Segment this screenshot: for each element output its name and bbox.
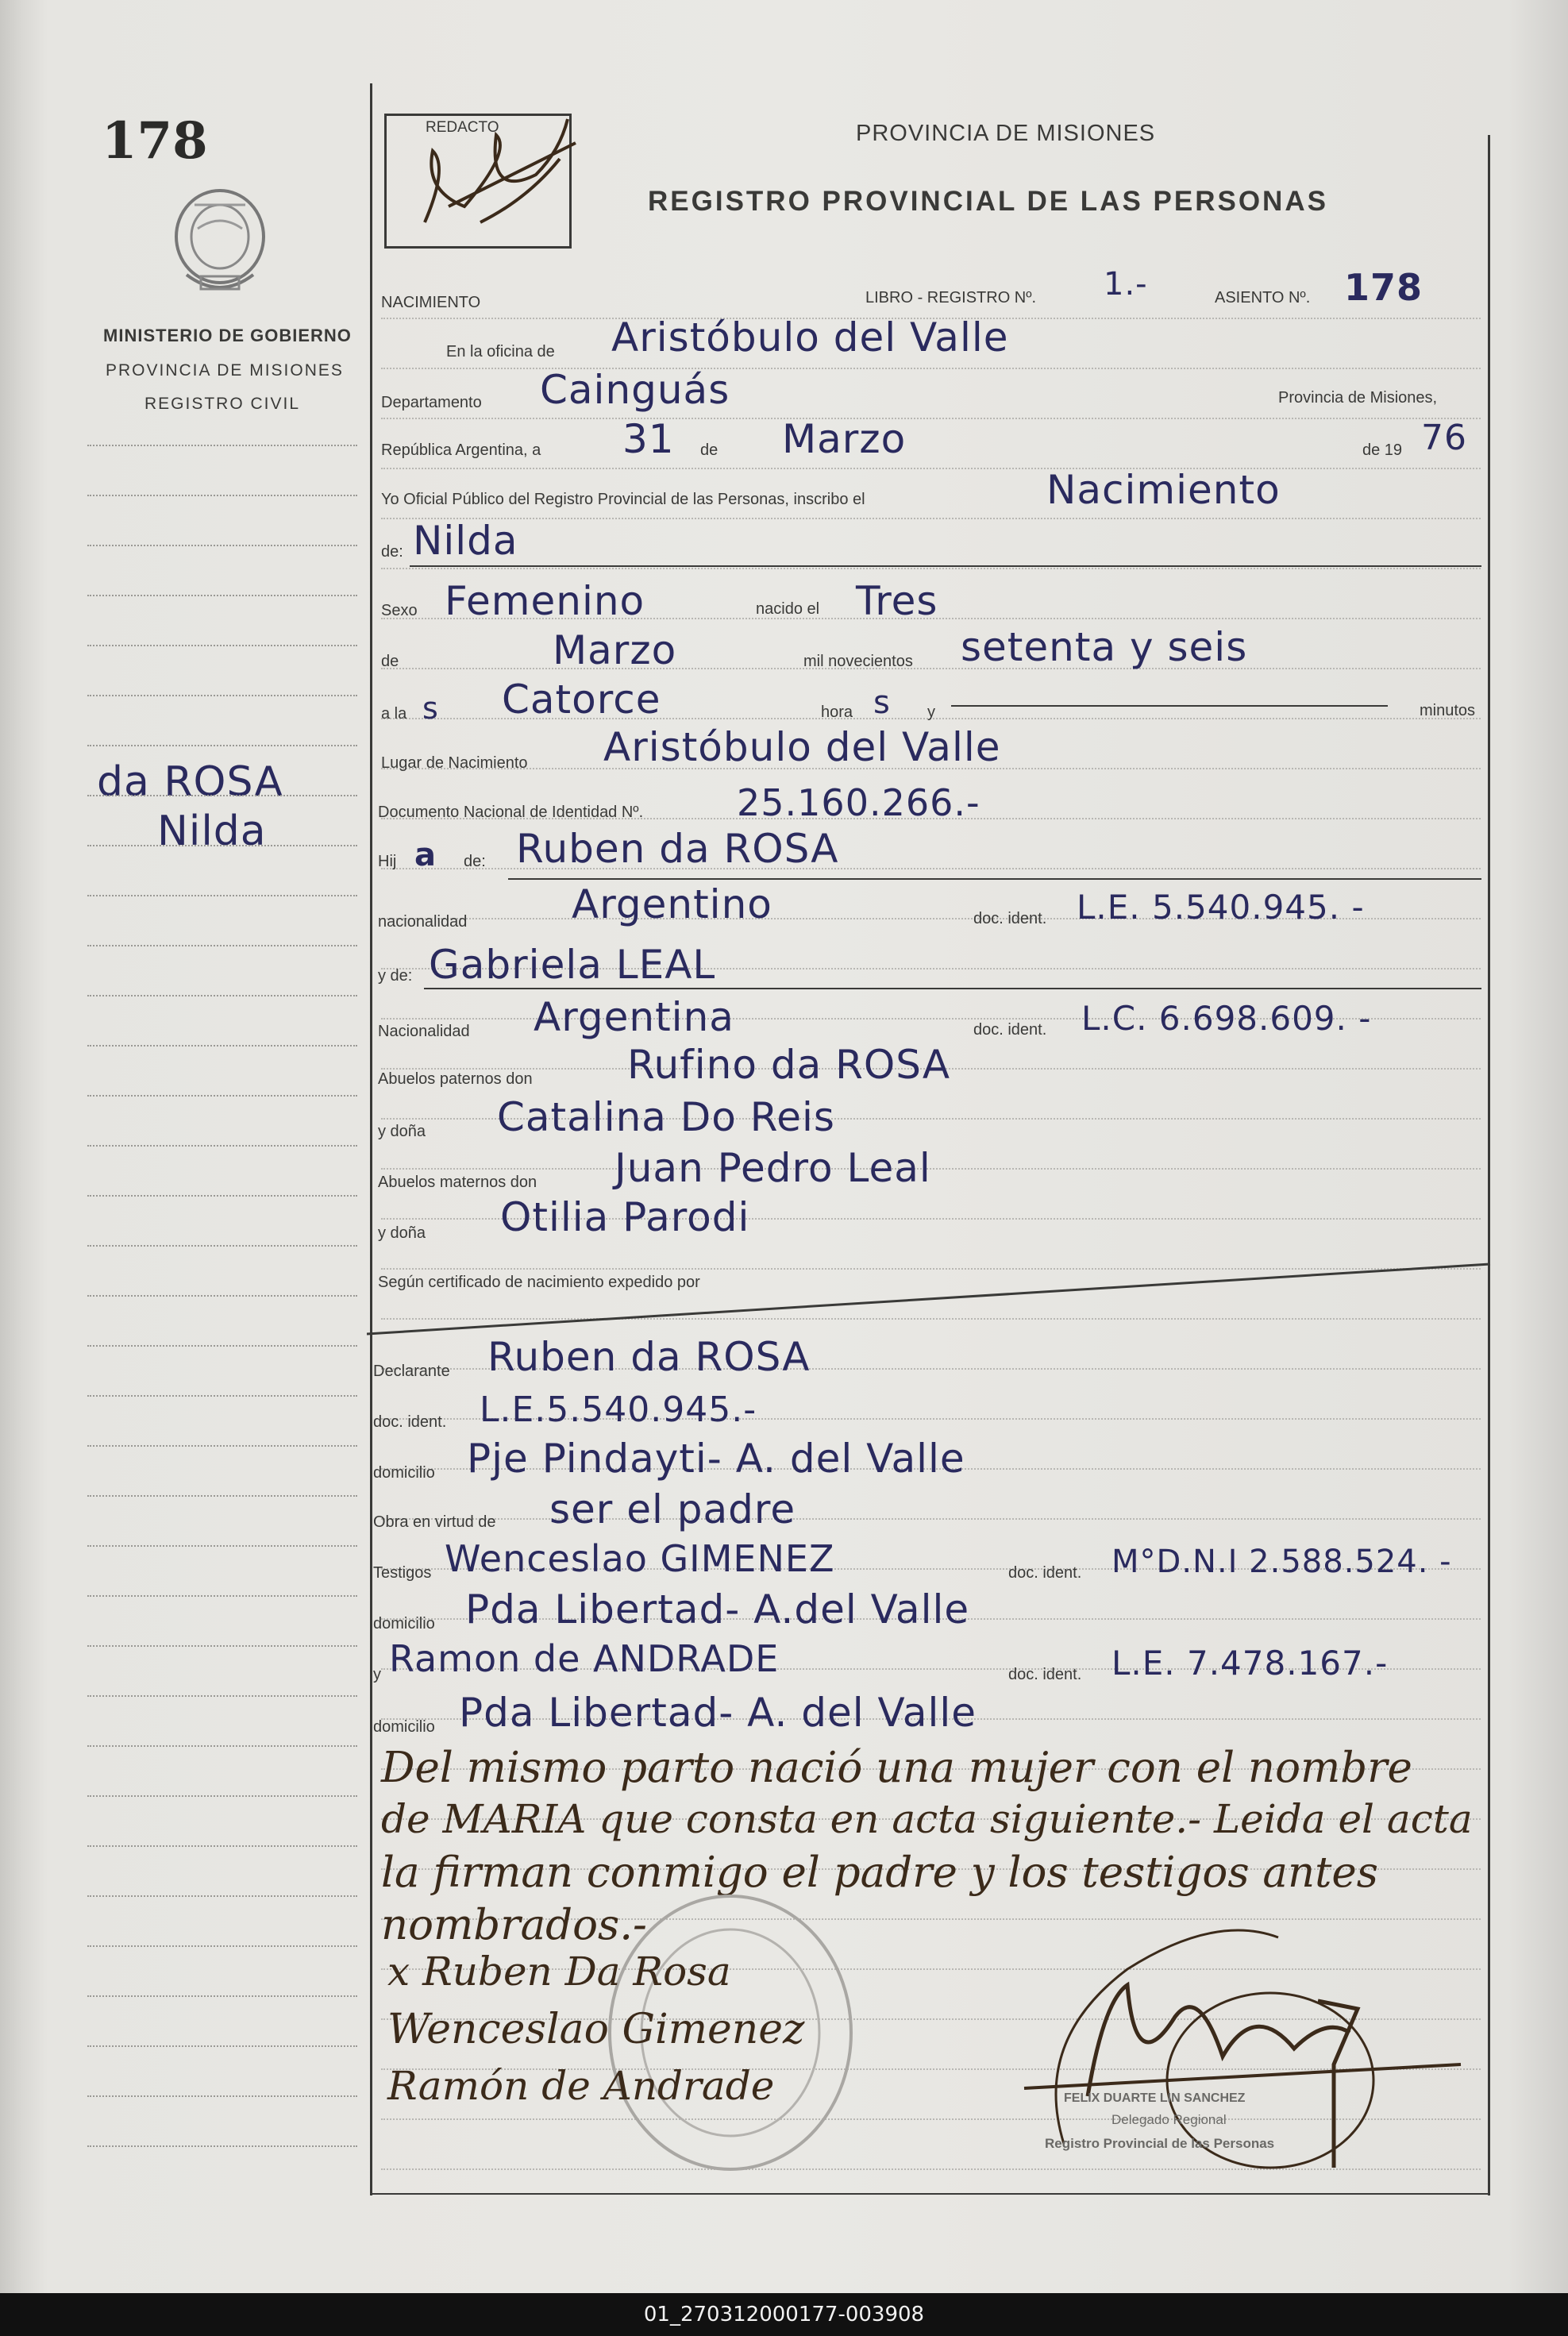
margin-ruled-line (87, 1695, 357, 1697)
record-type: NACIMIENTO (381, 294, 481, 311)
declarante-domicilio-label: domicilio (373, 1464, 435, 1482)
hora-y-label: y (927, 703, 935, 721)
hora-label: hora (821, 703, 853, 721)
anio-value: 76 (1421, 418, 1467, 458)
testigo2-domicilio-label: domicilio (373, 1718, 435, 1736)
signature-testigo2: Ramón de Andrade (387, 2063, 775, 2109)
note-line-2: de MARIA que consta en acta siguiente.- Leida el acta (381, 1796, 1473, 1842)
margin-ruled-line (87, 745, 357, 746)
asiento-value: 178 (1344, 266, 1424, 309)
abuelos-mat-label: Abuelos maternos don (378, 1174, 537, 1191)
testigos-label: Testigos (373, 1564, 432, 1582)
alas-label: a la (381, 705, 407, 723)
margin-ruled-line (87, 645, 357, 646)
testigo2-domicilio-value: Pda Libertad- A. del Valle (459, 1690, 977, 1736)
form-ruled-line (381, 568, 1481, 569)
form-ruled-line (381, 1518, 1481, 1520)
nac-padre-value: Argentino (572, 881, 772, 927)
declarante-doc-value: L.E.5.540.945.- (480, 1390, 757, 1430)
official-stamp-org: Registro Provincial de las Personas (1045, 2136, 1275, 2151)
oficina-value: Aristóbulo del Valle (611, 314, 1009, 360)
testigo2-doc-value: L.E. 7.478.167.- (1111, 1644, 1389, 1683)
margin-ruled-line (87, 1945, 357, 1947)
margin-ruled-line (87, 945, 357, 946)
margin-ruled-line (87, 1395, 357, 1397)
nac-madre-value: Argentina (534, 994, 734, 1040)
madre-rule (424, 988, 1481, 989)
abuela-mat-value: Otilia Parodi (500, 1194, 750, 1240)
provincia-label: Provincia de Misiones, (1278, 389, 1438, 407)
official-signature (1016, 1906, 1493, 2199)
margin-ruled-line (87, 695, 357, 696)
padre-rule (508, 878, 1481, 880)
province-label: PROVINCIA DE MISIONES (106, 361, 344, 380)
margin-ruled-line (87, 845, 357, 846)
asiento-label: ASIENTO Nº. (1215, 289, 1311, 306)
sexo-label: Sexo (381, 602, 418, 619)
margin-ruled-line (87, 1345, 357, 1347)
sexo-value: Femenino (445, 578, 645, 624)
note-line-1: Del mismo parto nació una mujer con el nombre (381, 1744, 1412, 1792)
dia-value: 31 (622, 416, 675, 462)
nombre-rule (410, 565, 1481, 567)
testigo2-y-label: y (373, 1666, 381, 1683)
minutos-label: minutos (1420, 702, 1476, 719)
margin-ruled-line (87, 1745, 357, 1747)
nac-madre-label: Nacionalidad (378, 1023, 470, 1040)
hijo-de-label: de: (464, 853, 486, 870)
nombre-value: Nilda (413, 518, 518, 564)
form-ruled-line (381, 668, 1481, 669)
coat-of-arms-emblem (163, 181, 278, 308)
abuela-mat-label: y doña (378, 1224, 426, 1242)
margin-ruled-line (87, 895, 357, 896)
margin-ruled-line (87, 1495, 357, 1497)
header-province: PROVINCIA DE MISIONES (856, 121, 1156, 146)
margin-ruled-line (87, 1245, 357, 1247)
abuelo-pat-value: Rufino da ROSA (627, 1042, 951, 1088)
abuelo-mat-value: Juan Pedro Leal (614, 1145, 931, 1191)
hijo-suffix: a (414, 837, 437, 873)
libro-value: 1.- (1104, 266, 1148, 303)
dia-de-label: de (700, 441, 719, 459)
departamento-label: Departamento (381, 394, 482, 411)
bottom-rule (370, 2193, 1489, 2195)
margin-ruled-line (87, 1995, 357, 1997)
testigo2-value: Ramon de ANDRADE (389, 1637, 780, 1680)
margin-ruled-line (87, 1295, 357, 1297)
nacido-label: nacido el (756, 600, 820, 618)
margin-ruled-line (87, 1145, 357, 1147)
testigo1-value: Wenceslao GIMENEZ (445, 1537, 835, 1580)
abuela-pat-label: y doña (378, 1123, 426, 1140)
margin-ruled-line (87, 2045, 357, 2047)
image-id-caption: 01_270312000177-003908 (0, 2293, 1568, 2336)
lugar-value: Aristóbulo del Valle (603, 724, 1001, 770)
doc-madre-label: doc. ident. (973, 1021, 1047, 1039)
mil-label: mil novecientos (803, 653, 913, 670)
abuela-pat-value: Catalina Do Reis (497, 1094, 835, 1140)
margin-ruled-line (87, 1095, 357, 1097)
lugar-label: Lugar de Nacimiento (381, 754, 528, 772)
declarante-value: Ruben da ROSA (487, 1334, 811, 1380)
hora-suffix: s (873, 684, 891, 721)
madre-label: y de: (378, 967, 413, 985)
doc-padre-value: L.E. 5.540.945. - (1077, 888, 1365, 927)
margin-ruled-line (87, 1045, 357, 1047)
inscribo-value: Nacimiento (1046, 467, 1281, 513)
margin-ruled-line (87, 1645, 357, 1647)
testigo1-doc-label: doc. ident. (1008, 1564, 1082, 1582)
hijo-label: Hij (378, 853, 397, 870)
mes-nac-de-label: de (381, 653, 399, 670)
header-registry: REGISTRO PROVINCIAL DE LAS PERSONAS (648, 186, 1328, 217)
margin-ruled-line (87, 1445, 357, 1447)
minutos-dash (951, 705, 1388, 707)
main-column-right-border (1488, 135, 1490, 2195)
libro-label: LIBRO - REGISTRO Nº. (865, 289, 1037, 306)
margin-ruled-line (87, 1845, 357, 1847)
margin-ruled-line (87, 2095, 357, 2097)
alas-suffix: s (422, 691, 439, 726)
margin-ruled-line (87, 1595, 357, 1597)
page-number: 178 (102, 111, 208, 171)
nacido-value: Tres (856, 578, 938, 624)
main-column-left-border (370, 83, 372, 2195)
obra-value: ser el padre (549, 1486, 796, 1532)
padre-value: Ruben da ROSA (516, 826, 839, 872)
anio-nac-value: setenta y seis (961, 624, 1248, 670)
certificado-label: Según certificado de nacimiento expedido por (378, 1274, 700, 1291)
abuelos-pat-label: Abuelos paternos don (378, 1070, 533, 1088)
nac-padre-label: nacionalidad (378, 913, 468, 931)
section-divider (367, 1255, 1494, 1342)
declarante-domicilio-value: Pje Pindayti- A. del Valle (467, 1436, 965, 1482)
mes-value: Marzo (782, 416, 907, 462)
margin-note-surname: da ROSA (97, 758, 284, 806)
margin-ruled-line (87, 2145, 357, 2147)
signature-padre: x Ruben Da Rosa (387, 1949, 731, 1995)
margin-ruled-line (87, 795, 357, 796)
margin-ruled-line (87, 445, 357, 446)
form-ruled-line (381, 418, 1481, 419)
declarante-label: Declarante (373, 1363, 450, 1380)
doc-madre-value: L.C. 6.698.609. - (1081, 999, 1372, 1038)
note-line-3: la firman conmigo el padre y los testigos antes (381, 1848, 1378, 1897)
mes-nac-value: Marzo (553, 627, 677, 673)
testigo1-domicilio-value: Pda Libertad- A.del Valle (465, 1586, 970, 1633)
signature-testigo1: Wenceslao Gimenez (387, 2006, 805, 2053)
nombre-label: de: (381, 543, 403, 561)
departamento-value: Cainguás (540, 367, 730, 413)
official-stamp-title: Delegado Regional (1111, 2112, 1227, 2127)
margin-ruled-line (87, 495, 357, 496)
testigo1-domicilio-label: domicilio (373, 1615, 435, 1633)
note-line-4: nombrados.- (381, 1901, 647, 1949)
testigo1-doc-value: M°D.N.I 2.588.524. - (1111, 1544, 1452, 1580)
margin-note-name: Nilda (157, 808, 267, 855)
redacto-signature (401, 103, 591, 254)
madre-value: Gabriela LEAL (429, 942, 716, 988)
margin-ruled-line (87, 995, 357, 996)
margin-ruled-line (87, 545, 357, 546)
inscribo-label: Yo Oficial Público del Registro Provincial de las Personas, inscribo el (381, 491, 865, 508)
dni-label: Documento Nacional de Identidad Nº. (378, 804, 644, 821)
oficina-label: En la oficina de (446, 343, 555, 360)
margin-ruled-line (87, 1545, 357, 1547)
ministry-label: MINISTERIO DE GOBIERNO (103, 326, 352, 345)
republica-label: República Argentina, a (381, 441, 541, 459)
official-stamp-name: FELIX DUARTE LIN SANCHEZ (1064, 2091, 1246, 2105)
hora-text-value: Catorce (502, 677, 661, 723)
anio-label: de 19 (1362, 441, 1403, 459)
doc-padre-label: doc. ident. (973, 910, 1047, 927)
dni-value: 25.160.266.- (737, 781, 980, 824)
form-ruled-line (381, 518, 1481, 519)
declarante-doc-label: doc. ident. (373, 1413, 447, 1431)
form-ruled-line (381, 468, 1481, 469)
margin-ruled-line (87, 595, 357, 596)
margin-ruled-line (87, 1795, 357, 1797)
redacto-label: REDACTO (426, 119, 499, 136)
margin-ruled-line (87, 1195, 357, 1197)
civil-registry-label: REGISTRO CIVIL (144, 395, 301, 413)
obra-label: Obra en virtud de (373, 1513, 496, 1531)
margin-ruled-line (87, 1895, 357, 1897)
testigo2-doc-label: doc. ident. (1008, 1666, 1082, 1683)
